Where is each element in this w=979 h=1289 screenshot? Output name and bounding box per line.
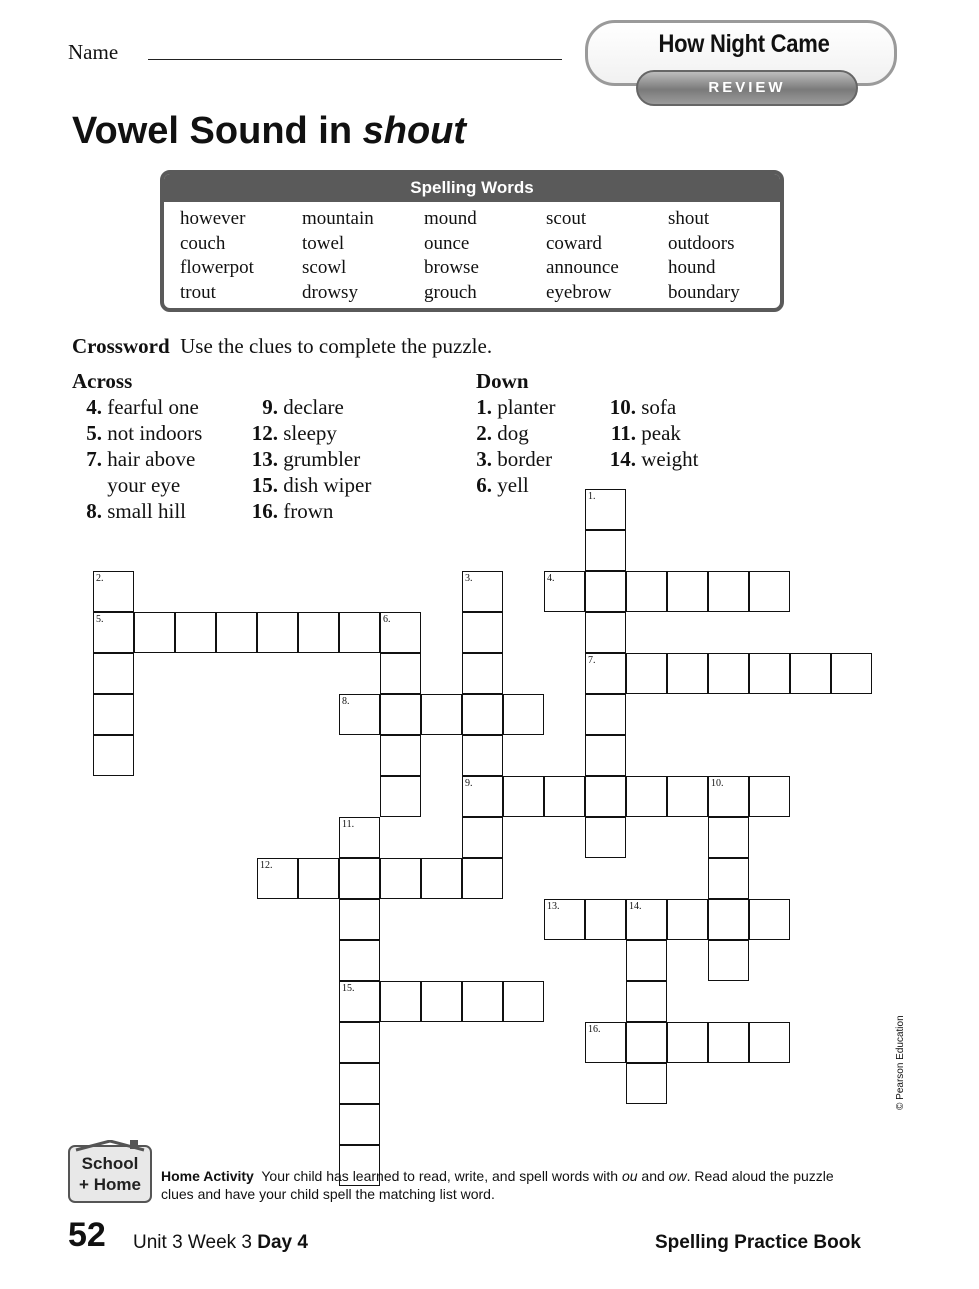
- cell-number: 2.: [96, 573, 104, 584]
- crossword-cell[interactable]: [790, 653, 831, 694]
- crossword-label: Crossword: [72, 334, 170, 358]
- crossword-cell[interactable]: [626, 1022, 667, 1063]
- crossword-cell[interactable]: [749, 571, 790, 612]
- crossword-cell[interactable]: [667, 1022, 708, 1063]
- crossword-cell[interactable]: [462, 735, 503, 776]
- crossword-cell[interactable]: [667, 776, 708, 817]
- clue-number: 5.: [86, 421, 102, 445]
- crossword-cell[interactable]: [462, 571, 503, 612]
- school-home-logo: [68, 1140, 152, 1206]
- crossword-cell[interactable]: [585, 489, 626, 530]
- spelling-word: boundary: [668, 282, 740, 304]
- spelling-word: eyebrow: [546, 282, 612, 304]
- instructions-text: Use the clues to complete the puzzle.: [180, 334, 493, 358]
- crossword-cell[interactable]: [257, 612, 298, 653]
- logo-line-1: School: [81, 1154, 139, 1173]
- crossword-cell[interactable]: [503, 981, 544, 1022]
- cell-number: 4.: [547, 573, 555, 584]
- clue-text: your eye: [107, 473, 181, 497]
- clue-text: yell: [497, 473, 529, 497]
- crossword-cell[interactable]: [708, 1022, 749, 1063]
- crossword-cell[interactable]: [134, 612, 175, 653]
- crossword-cell[interactable]: [585, 899, 626, 940]
- crossword-cell[interactable]: [339, 694, 380, 735]
- clue-text: frown: [283, 499, 334, 523]
- book-name: Spelling Practice Book: [655, 1232, 861, 1253]
- crossword-cell[interactable]: [339, 981, 380, 1022]
- crossword-cell[interactable]: [380, 776, 421, 817]
- clue-across-8: [72, 499, 186, 524]
- spelling-word: towel: [302, 232, 345, 254]
- cell-number: 3.: [465, 573, 473, 584]
- crossword-cell[interactable]: [339, 940, 380, 981]
- crossword-cell[interactable]: [544, 571, 585, 612]
- cell-number: 11.: [342, 819, 355, 830]
- clue-text: declare: [283, 395, 344, 419]
- clue-number: 7.: [86, 447, 102, 471]
- cell-number: 7.: [588, 655, 596, 666]
- crossword-cell[interactable]: [93, 694, 134, 735]
- crossword-cell[interactable]: [462, 981, 503, 1022]
- clue-text: fearful one: [107, 395, 199, 419]
- crossword-cell[interactable]: [257, 858, 298, 899]
- cell-number: 13.: [547, 901, 560, 912]
- crossword-cell[interactable]: [585, 571, 626, 612]
- logo-line-2: + Home: [79, 1175, 141, 1194]
- clue-number: 2.: [476, 421, 492, 445]
- crossword-cell[interactable]: [667, 653, 708, 694]
- crossword-cell[interactable]: [421, 694, 462, 735]
- spelling-word: scowl: [302, 257, 347, 279]
- clue-number: 9.: [262, 395, 278, 419]
- crossword-cell[interactable]: [339, 1104, 380, 1145]
- clue-number: 15.: [251, 473, 278, 497]
- crossword-cell[interactable]: [544, 776, 585, 817]
- crossword-cell[interactable]: [708, 817, 749, 858]
- clue-across-16: [242, 499, 333, 524]
- clue-text: grumbler: [283, 447, 361, 471]
- crossword-cell[interactable]: [585, 776, 626, 817]
- crossword-cell[interactable]: [626, 776, 667, 817]
- crossword-cell[interactable]: [421, 981, 462, 1022]
- word-column-5: [668, 207, 740, 306]
- crossword-cell[interactable]: [708, 653, 749, 694]
- clue-across-7-cont: [72, 473, 180, 498]
- crossword-cell[interactable]: [585, 694, 626, 735]
- crossword-cell[interactable]: [626, 1063, 667, 1104]
- crossword-cell[interactable]: [585, 817, 626, 858]
- crossword-cell[interactable]: [462, 694, 503, 735]
- clue-text: sleepy: [283, 421, 337, 445]
- spelling-word: coward: [546, 232, 602, 254]
- word-column-2: [302, 207, 374, 306]
- spelling-word: mound: [424, 208, 477, 229]
- crossword-cell[interactable]: [667, 899, 708, 940]
- crossword-cell[interactable]: [626, 981, 667, 1022]
- spelling-word: outdoors: [668, 232, 735, 254]
- cell-number: 6.: [383, 614, 391, 625]
- crossword-cell[interactable]: [380, 694, 421, 735]
- spelling-word: flowerpot: [180, 257, 254, 279]
- clue-text: dog: [497, 421, 529, 445]
- clue-text: hair above: [107, 447, 196, 471]
- word-column-3: [424, 207, 479, 306]
- home-activity-part: and: [637, 1168, 669, 1184]
- crossword-cell[interactable]: [708, 858, 749, 899]
- clue-number: 6.: [476, 473, 492, 497]
- crossword-cell[interactable]: [626, 571, 667, 612]
- clue-down-1: [462, 395, 556, 420]
- cell-number: 10.: [711, 778, 724, 789]
- crossword-cell[interactable]: [749, 899, 790, 940]
- crossword-cell[interactable]: [339, 1022, 380, 1063]
- page-title-emphasis: shout: [362, 110, 467, 152]
- name-line[interactable]: [148, 59, 562, 60]
- home-activity-part: . Read aloud the puzzle clues and have your child spell the matching list word.: [161, 1168, 834, 1202]
- crossword-cell[interactable]: [380, 653, 421, 694]
- crossword-cell[interactable]: [708, 940, 749, 981]
- word-column-1: [180, 207, 254, 306]
- crossword-cell[interactable]: [421, 858, 462, 899]
- page-title-main: Vowel Sound in: [72, 110, 363, 152]
- spelling-word: drowsy: [302, 282, 358, 304]
- clue-number: 11.: [610, 421, 636, 445]
- spelling-word: shout: [668, 208, 710, 229]
- name-label: Name: [68, 40, 119, 64]
- clue-text: sofa: [641, 395, 677, 419]
- crossword-cell[interactable]: [462, 612, 503, 653]
- crossword-cell[interactable]: [626, 653, 667, 694]
- clue-down-6: [462, 473, 529, 498]
- crossword-cell[interactable]: [503, 694, 544, 735]
- crossword-cell[interactable]: [339, 858, 380, 899]
- crossword-cell[interactable]: [667, 571, 708, 612]
- clue-down-3: [462, 447, 552, 472]
- spelling-word: however: [180, 208, 246, 229]
- clue-across-7: [72, 447, 195, 472]
- clue-down-2: [462, 421, 529, 446]
- crossword-cell[interactable]: [462, 653, 503, 694]
- clue-across-12: [242, 421, 337, 446]
- crossword-cell[interactable]: [462, 858, 503, 899]
- crossword-cell[interactable]: [544, 899, 585, 940]
- crossword-cell[interactable]: [831, 653, 872, 694]
- crossword-cell[interactable]: [380, 981, 421, 1022]
- clue-text: dish wiper: [283, 473, 372, 497]
- crossword-cell[interactable]: [339, 899, 380, 940]
- page-title: [72, 110, 466, 153]
- crossword-cell[interactable]: [339, 612, 380, 653]
- day-label: Day 4: [257, 1232, 308, 1253]
- crossword-cell[interactable]: [380, 735, 421, 776]
- spelling-words-box: [160, 170, 784, 312]
- crossword-cell[interactable]: [749, 653, 790, 694]
- crossword-cell[interactable]: [503, 776, 544, 817]
- review-banner: REVIEW: [636, 70, 858, 106]
- spelling-words-heading: Spelling Words: [164, 174, 780, 202]
- clue-text: border: [497, 447, 553, 471]
- down-heading: Down: [476, 369, 529, 393]
- spelling-word: couch: [180, 232, 226, 254]
- clue-number: 3.: [476, 447, 492, 471]
- clue-number: 10.: [609, 395, 636, 419]
- crossword-cell[interactable]: [626, 940, 667, 981]
- clue-across-15: [242, 473, 371, 498]
- crossword-cell[interactable]: [175, 612, 216, 653]
- clue-across-13: [242, 447, 360, 472]
- spelling-word: grouch: [424, 282, 477, 304]
- crossword-cell[interactable]: [93, 653, 134, 694]
- unit-info: [133, 1232, 308, 1254]
- cell-number: 15.: [342, 983, 355, 994]
- crossword-cell[interactable]: [462, 817, 503, 858]
- crossword-cell[interactable]: [585, 735, 626, 776]
- home-activity-ou: ou: [621, 1168, 638, 1184]
- crossword-cell[interactable]: [298, 612, 339, 653]
- clue-across-9: [242, 395, 344, 420]
- crossword-cell[interactable]: [339, 817, 380, 858]
- crossword-cell[interactable]: [93, 571, 134, 612]
- clue-down-11: [598, 421, 681, 446]
- clue-text: peak: [641, 421, 681, 445]
- cell-number: 8.: [342, 696, 350, 707]
- crossword-cell[interactable]: [339, 1063, 380, 1104]
- clue-across-4: [72, 395, 199, 420]
- crossword-cell[interactable]: [93, 612, 134, 653]
- spelling-word: ounce: [424, 232, 470, 254]
- unit-week: Unit 3 Week 3: [133, 1232, 258, 1253]
- home-activity-part: Your child has learned to read, write, and spell words with: [261, 1168, 622, 1184]
- spelling-word: announce: [546, 257, 619, 279]
- cell-number: 14.: [629, 901, 642, 912]
- clue-text: planter: [497, 395, 556, 419]
- lesson-title: How Night Came: [658, 30, 830, 58]
- spelling-word: mountain: [302, 208, 374, 229]
- crossword-cell[interactable]: [708, 776, 749, 817]
- crossword-cell[interactable]: [216, 612, 257, 653]
- cell-number: 9.: [465, 778, 473, 789]
- clue-text: small hill: [107, 499, 186, 523]
- crossword-cell[interactable]: [708, 571, 749, 612]
- clue-number: 4.: [86, 395, 102, 419]
- crossword-cell[interactable]: [380, 858, 421, 899]
- clue-number: 12.: [251, 421, 278, 445]
- crossword-cell[interactable]: [462, 776, 503, 817]
- spelling-word: hound: [668, 257, 716, 279]
- clue-down-10: [598, 395, 676, 420]
- crossword-cell[interactable]: [585, 1022, 626, 1063]
- spelling-word: browse: [424, 257, 479, 279]
- crossword-instructions: [72, 334, 492, 359]
- crossword-cell[interactable]: [380, 612, 421, 653]
- across-heading: Across: [72, 369, 133, 393]
- crossword-cell[interactable]: [749, 1022, 790, 1063]
- cell-number: 1.: [588, 491, 596, 502]
- clue-number: 14.: [609, 447, 636, 471]
- crossword-cell[interactable]: [93, 735, 134, 776]
- crossword-cell[interactable]: [749, 776, 790, 817]
- home-activity-text: [161, 1167, 861, 1203]
- clue-number: 8.: [86, 499, 102, 523]
- crossword-cell[interactable]: [298, 858, 339, 899]
- clue-down-14: [598, 447, 698, 472]
- word-column-4: [546, 207, 619, 306]
- cell-number: 12.: [260, 860, 273, 871]
- clue-across-5: [72, 421, 202, 446]
- page-number: 52: [68, 1216, 106, 1254]
- home-activity-label: Home Activity: [161, 1168, 254, 1184]
- home-activity-ow: ow: [668, 1168, 687, 1184]
- crossword-cell[interactable]: [585, 530, 626, 571]
- copyright-notice: © Pearson Education: [895, 1015, 906, 1110]
- clue-number: 13.: [251, 447, 278, 471]
- clue-number: 16.: [251, 499, 278, 523]
- crossword-cell[interactable]: [585, 653, 626, 694]
- spelling-word: scout: [546, 208, 587, 229]
- spelling-word: trout: [180, 282, 216, 304]
- crossword-cell[interactable]: [585, 612, 626, 653]
- clue-text: weight: [641, 447, 699, 471]
- clue-number: 1.: [476, 395, 492, 419]
- cell-number: 16.: [588, 1024, 601, 1035]
- crossword-cell[interactable]: [626, 899, 667, 940]
- crossword-cell[interactable]: [708, 899, 749, 940]
- clue-text: not indoors: [107, 421, 203, 445]
- cell-number: 5.: [96, 614, 104, 625]
